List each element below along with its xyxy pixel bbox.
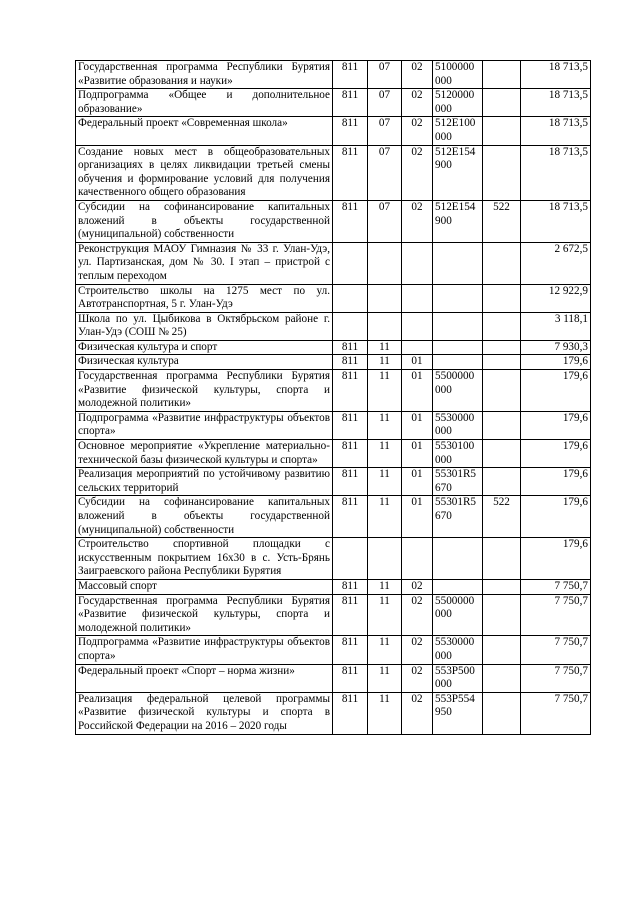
row-name: Создание новых мест в общеобразовательных организациях в целях ликвидации третьей смены обучения и формирование условий для получения качественного общего образования [76,145,333,200]
cell-expense-type [483,61,521,89]
row-name: Государственная программа Республики Бурятия «Развитие физической культуры, спорта и молодежной политики» [76,370,333,412]
cell-section: 11 [368,579,402,594]
cell-subsection: 01 [402,496,433,538]
cell-target-article [433,312,483,340]
cell-grbs: 811 [333,692,368,734]
row-name: Подпрограмма «Общее и дополнительное образование» [76,89,333,117]
table-row [76,468,591,496]
cell-expense-type: 522 [483,200,521,242]
cell-amount: 18 713,5 [521,89,591,117]
table-row [76,145,591,200]
cell-section: 07 [368,145,402,200]
cell-subsection: 01 [402,370,433,412]
cell-grbs: 811 [333,355,368,370]
cell-target-article: 55301R5 670 [433,496,483,538]
cell-expense-type [483,145,521,200]
row-name: Строительство спортивной площадки с искусственным покрытием 16x30 в с. Усть-Брянь Заиграевского района Республики Бурятия [76,538,333,580]
cell-grbs: 811 [333,370,368,412]
cell-subsection: 02 [402,579,433,594]
cell-subsection [402,340,433,355]
cell-target-article [433,340,483,355]
table-row [76,117,591,145]
cell-subsection: 02 [402,664,433,692]
cell-section: 07 [368,117,402,145]
row-name: Физическая культура [76,355,333,370]
cell-grbs: 811 [333,89,368,117]
cell-section [368,284,402,312]
cell-subsection: 01 [402,355,433,370]
table-row [76,242,591,284]
cell-expense-type [483,538,521,580]
cell-grbs: 811 [333,145,368,200]
table-row [76,312,591,340]
cell-section: 11 [368,496,402,538]
cell-subsection: 01 [402,440,433,468]
cell-target-article: 5530000 000 [433,411,483,439]
cell-expense-type [483,242,521,284]
cell-subsection: 01 [402,411,433,439]
cell-target-article: 5530000 000 [433,636,483,664]
cell-amount: 179,6 [521,496,591,538]
cell-amount: 7 750,7 [521,664,591,692]
cell-section: 07 [368,89,402,117]
cell-target-article: 55301R5 670 [433,468,483,496]
cell-section: 07 [368,61,402,89]
cell-section: 07 [368,200,402,242]
cell-expense-type: 522 [483,496,521,538]
table-row [76,284,591,312]
cell-amount: 179,6 [521,411,591,439]
cell-expense-type [483,411,521,439]
cell-expense-type [483,355,521,370]
cell-section: 11 [368,440,402,468]
cell-expense-type [483,692,521,734]
cell-subsection: 02 [402,636,433,664]
cell-subsection [402,538,433,580]
row-name: Реализация федеральной целевой программы «Развитие физической культуры и спорта в Российской Федерации на 2016 – 2020 годы [76,692,333,734]
row-name: Массовый спорт [76,579,333,594]
table-row [76,579,591,594]
cell-amount: 7 750,7 [521,692,591,734]
cell-section [368,538,402,580]
row-name: Федеральный проект «Современная школа» [76,117,333,145]
cell-section: 11 [368,594,402,636]
cell-amount: 179,6 [521,370,591,412]
cell-grbs: 811 [333,440,368,468]
cell-amount: 179,6 [521,355,591,370]
cell-target-article: 553P500 000 [433,664,483,692]
table-row [76,692,591,734]
row-name: Федеральный проект «Спорт – норма жизни» [76,664,333,692]
cell-section: 11 [368,370,402,412]
cell-section: 11 [368,664,402,692]
row-name: Реконструкция МАОУ Гимназия № 33 г. Улан-Удэ, ул. Партизанская, дом № 30. I этап – пристрой с теплым переходом [76,242,333,284]
cell-subsection: 01 [402,468,433,496]
table-row [76,200,591,242]
cell-expense-type [483,468,521,496]
cell-grbs: 811 [333,411,368,439]
cell-amount: 18 713,5 [521,117,591,145]
table-row [76,89,591,117]
row-name: Школа по ул. Цыбикова в Октябрьском районе г. Улан-Удэ (СОШ № 25) [76,312,333,340]
cell-target-article [433,579,483,594]
cell-expense-type [483,117,521,145]
cell-target-article: 5500000 000 [433,370,483,412]
cell-target-article: 5500000 000 [433,594,483,636]
row-name: Подпрограмма «Развитие инфраструктуры объектов спорта» [76,636,333,664]
cell-grbs: 811 [333,117,368,145]
cell-grbs: 811 [333,61,368,89]
cell-subsection [402,312,433,340]
cell-amount: 2 672,5 [521,242,591,284]
row-name: Государственная программа Республики Бурятия «Развитие физической культуры, спорта и молодежной политики» [76,594,333,636]
row-name: Подпрограмма «Развитие инфраструктуры объектов спорта» [76,411,333,439]
cell-target-article [433,355,483,370]
cell-expense-type [483,440,521,468]
cell-target-article: 5100000 000 [433,61,483,89]
cell-section: 11 [368,468,402,496]
table-row [76,411,591,439]
row-name: Физическая культура и спорт [76,340,333,355]
table-row [76,496,591,538]
cell-amount: 18 713,5 [521,145,591,200]
table-row [76,355,591,370]
table-row [76,370,591,412]
cell-target-article [433,538,483,580]
cell-section: 11 [368,340,402,355]
table-row [76,61,591,89]
cell-section: 11 [368,411,402,439]
cell-amount: 7 750,7 [521,594,591,636]
row-name: Субсидии на софинансирование капитальных вложений в объекты государственной (муниципальной) собственности [76,496,333,538]
cell-grbs: 811 [333,594,368,636]
table-row [76,664,591,692]
cell-grbs: 811 [333,664,368,692]
cell-amount: 179,6 [521,538,591,580]
cell-subsection: 02 [402,89,433,117]
cell-target-article: 512E154 900 [433,145,483,200]
cell-amount: 7 930,3 [521,340,591,355]
row-name: Основное мероприятие «Укрепление материально-технической базы физической культуры и спорта» [76,440,333,468]
cell-grbs [333,284,368,312]
cell-amount: 3 118,1 [521,312,591,340]
cell-subsection [402,284,433,312]
cell-amount: 179,6 [521,468,591,496]
cell-section [368,242,402,284]
row-name: Реализация мероприятий по устойчивому развитию сельских территорий [76,468,333,496]
row-name: Государственная программа Республики Бурятия «Развитие образования и науки» [76,61,333,89]
budget-table [75,60,591,735]
cell-expense-type [483,636,521,664]
cell-subsection: 02 [402,594,433,636]
cell-expense-type [483,594,521,636]
cell-target-article [433,242,483,284]
cell-subsection: 02 [402,117,433,145]
cell-section: 11 [368,636,402,664]
cell-grbs: 811 [333,636,368,664]
cell-target-article [433,284,483,312]
cell-amount: 7 750,7 [521,579,591,594]
cell-grbs: 811 [333,468,368,496]
cell-expense-type [483,664,521,692]
cell-expense-type [483,89,521,117]
cell-grbs: 811 [333,340,368,355]
cell-subsection: 02 [402,145,433,200]
row-name: Строительство школы на 1275 мест по ул. Автотранспортная, 5 г. Улан-Удэ [76,284,333,312]
cell-subsection: 02 [402,200,433,242]
table-row [76,636,591,664]
cell-target-article: 5120000 000 [433,89,483,117]
cell-expense-type [483,579,521,594]
cell-amount: 18 713,5 [521,61,591,89]
cell-subsection: 02 [402,692,433,734]
row-name: Субсидии на софинансирование капитальных вложений в объекты государственной (муниципальной) собственности [76,200,333,242]
cell-expense-type [483,312,521,340]
cell-amount: 179,6 [521,440,591,468]
cell-section: 11 [368,692,402,734]
cell-amount: 18 713,5 [521,200,591,242]
table-row [76,538,591,580]
cell-target-article: 553P554 950 [433,692,483,734]
cell-grbs: 811 [333,200,368,242]
cell-grbs [333,538,368,580]
cell-expense-type [483,340,521,355]
cell-target-article: 512E100 000 [433,117,483,145]
cell-section: 11 [368,355,402,370]
cell-section [368,312,402,340]
cell-grbs [333,312,368,340]
cell-grbs [333,242,368,284]
cell-expense-type [483,284,521,312]
cell-subsection [402,242,433,284]
table-row [76,340,591,355]
cell-target-article: 512E154 900 [433,200,483,242]
cell-amount: 12 922,9 [521,284,591,312]
cell-subsection: 02 [402,61,433,89]
table-row [76,594,591,636]
cell-amount: 7 750,7 [521,636,591,664]
cell-expense-type [483,370,521,412]
cell-grbs: 811 [333,579,368,594]
cell-target-article: 5530100 000 [433,440,483,468]
cell-grbs: 811 [333,496,368,538]
table-row [76,440,591,468]
